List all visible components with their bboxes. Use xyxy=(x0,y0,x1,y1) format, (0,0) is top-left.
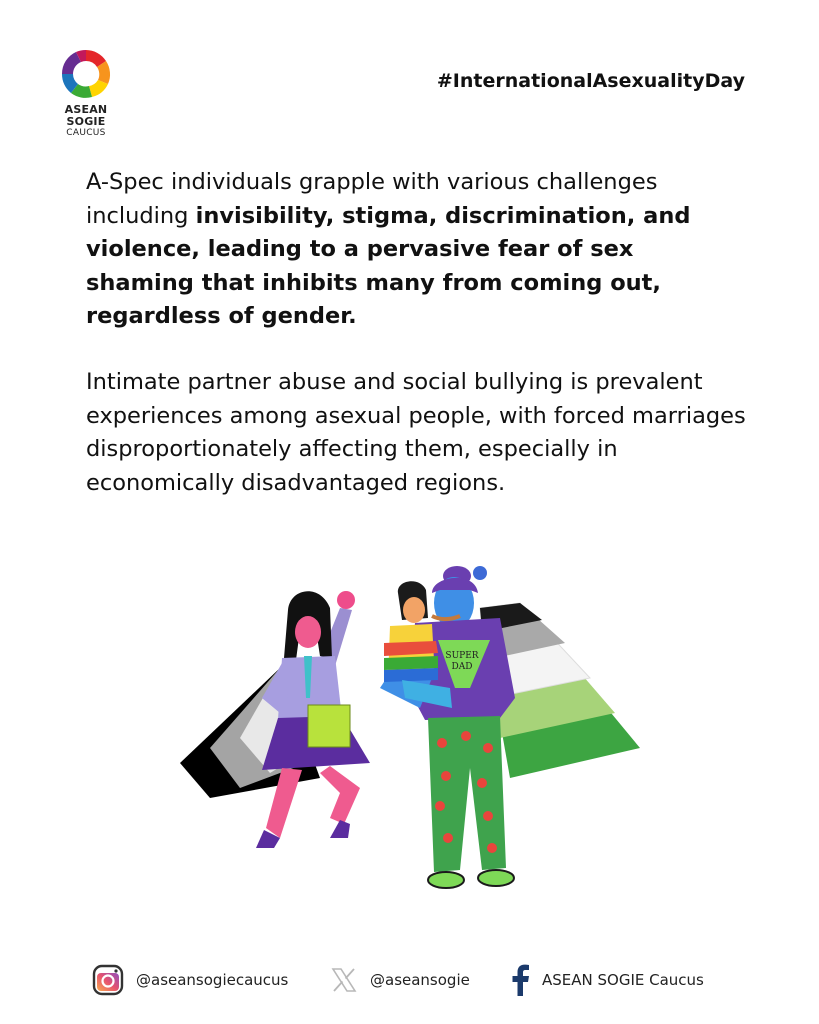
instagram-icon xyxy=(92,964,124,996)
superhero-family-illustration xyxy=(170,548,650,908)
instagram-handle: @aseansogiecaucus xyxy=(136,971,289,989)
paragraph-challenges xyxy=(86,166,746,334)
logo-ring-icon xyxy=(58,46,114,102)
shirt-text-super: SUPER xyxy=(445,651,479,661)
logo xyxy=(44,46,128,138)
x-handle: @aseansogie xyxy=(370,971,470,989)
logo-subtitle: CAUCUS xyxy=(66,128,106,138)
illustration xyxy=(170,548,650,908)
social-footer xyxy=(92,960,742,1000)
paragraph-challenges-emphasis: invisibility, stigma, discrimination, and violence, leading to a pervasive fear of sex shaming that inhibits many from coming out, regardless of gender. xyxy=(86,202,691,329)
paragraph-abuse: Intimate partner abuse and social bullying is prevalent experiences among asexual people, with forced marriages disproportionately affecting them, especially in economically disadvantaged regions. xyxy=(86,369,746,496)
hashtag-heading: #InternationalAsexualityDay xyxy=(436,70,745,92)
shirt-text-dad: DAD xyxy=(451,662,473,672)
x-link[interactable] xyxy=(330,960,470,1000)
instagram-link[interactable] xyxy=(92,960,288,1000)
facebook-icon xyxy=(510,964,530,996)
facebook-name: ASEAN SOGIE Caucus xyxy=(542,971,704,989)
logo-title: ASEAN SOGIE xyxy=(64,103,108,128)
paragraph-challenges-intro: A-Spec individuals grapple with various challenges including xyxy=(86,169,658,229)
x-icon xyxy=(330,966,358,994)
facebook-link[interactable] xyxy=(510,960,704,1000)
